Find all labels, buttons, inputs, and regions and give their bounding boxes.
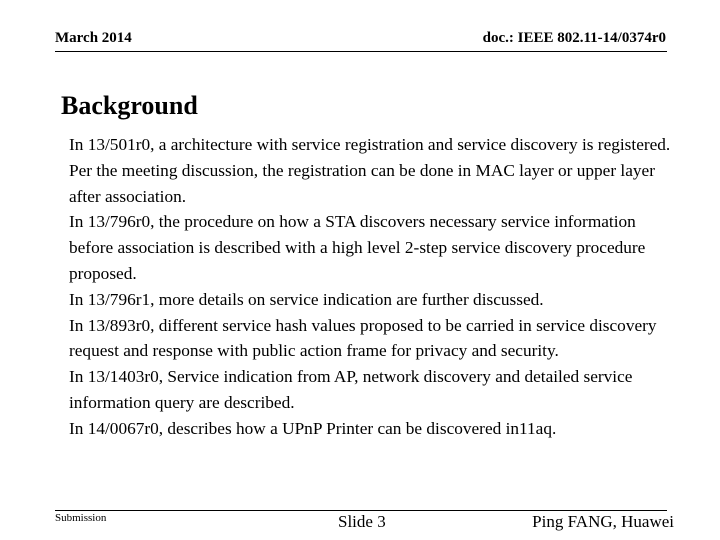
footer-slide-number: Slide 3 [338,512,386,531]
slide-title: Background [61,91,198,120]
bullet-list [69,132,679,442]
footer-submission: Submission [55,512,107,524]
header-doc-id: doc.: IEEE 802.11-14/0374r0 [482,30,666,46]
list-item: In 14/0067r0, describes how a UPnP Printer can be discovered in11aq. [69,418,557,438]
list-item: In 13/893r0, different service hash values proposed to be carried in service discovery request and response with public action frame for privacy and security. [69,315,657,361]
list-item: In 13/501r0, a architecture with service registration and service discovery is registered. Per the meeting discussion, the registration can be done in MAC layer or upper layer after association. [69,135,671,206]
list-item: In 13/1403r0, Service indication from AP, network discovery and detailed service information query are described. [69,367,633,412]
footer-author: Ping FANG, Huawei [532,512,674,531]
header-date: March 2014 [55,30,132,46]
list-item: In 13/796r1, more details on service indication are further discussed. [69,289,544,309]
list-item: In 13/796r0, the procedure on how a STA discovers necessary service information before association is described with a high level 2-step service discovery procedure proposed. [69,212,646,283]
header-rule [55,51,667,52]
footer-rule [55,510,667,511]
